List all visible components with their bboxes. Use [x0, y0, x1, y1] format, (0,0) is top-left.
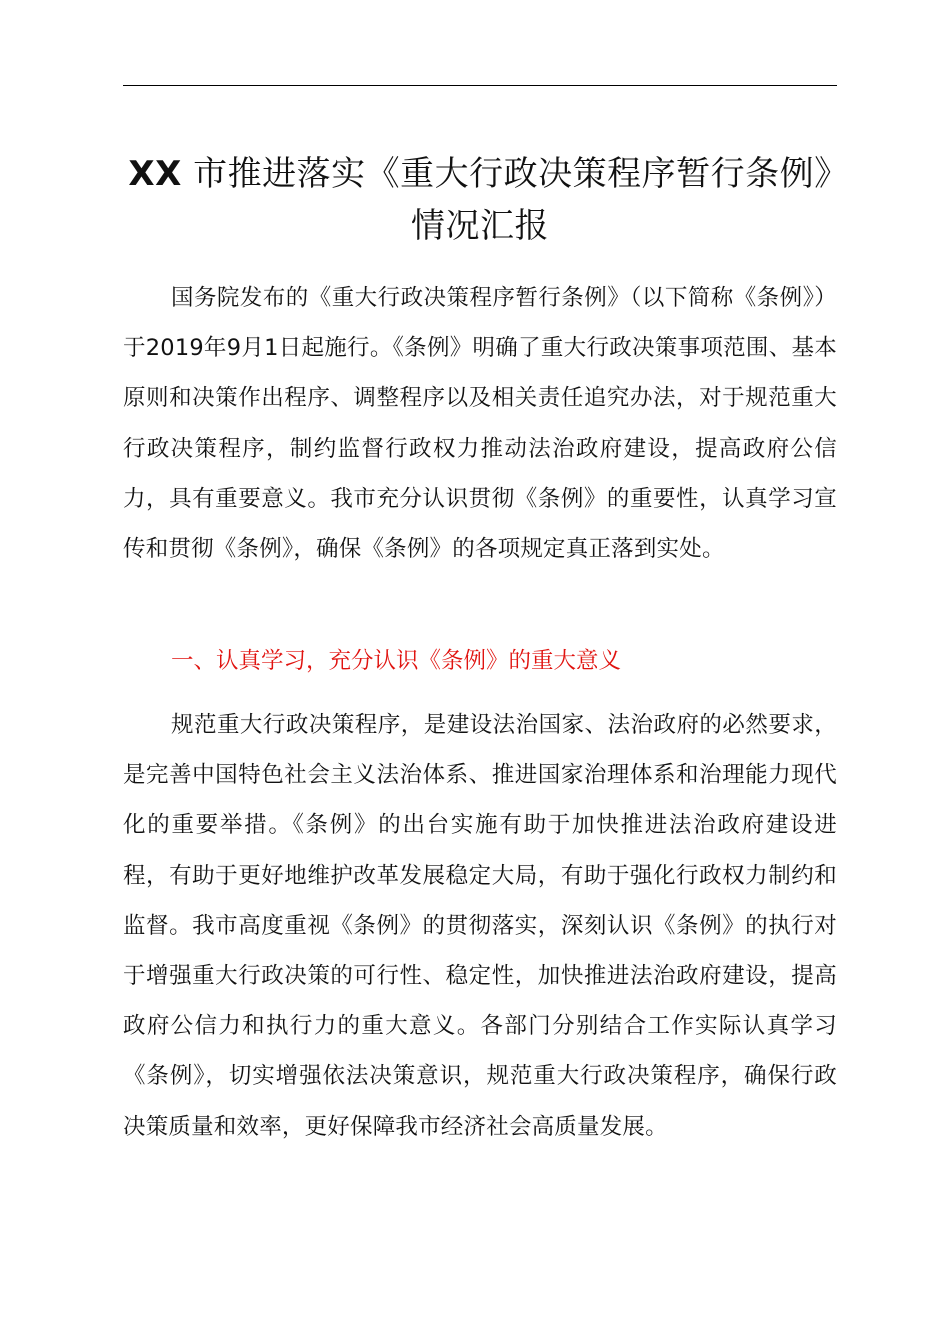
title-prefix: XX [128, 154, 182, 194]
section-heading: 一、认真学习，充分认识《条例》的重大意义 [171, 648, 622, 674]
title-text: 市推进落实《重大行政决策程序暂行条例》情况汇报 [193, 154, 832, 246]
intro-paragraph: 国务院发布的《重大行政决策程序暂行条例》（以下简称《条例》）于2019年9月1日起施行。《条例》明确了重大行政决策事项范围、基本原则和决策作出程序、调整程序以及相关责任追究办法，对于规范重大行政决策程序，制约监督行政权力推动法治政府建设，提高政府公信力，具有重要意义。我市充分认识贯彻《条例》的重要性，认真学习宣传和贯彻《条例》，确保《条例》的各项规定真正落到实处。 [123, 285, 837, 563]
body-paragraph: 规范重大行政决策程序，是建设法治国家、法治政府的必然要求，是完善中国特色社会主义法治体系、推进国家治理体系和治理能力现代化的重要举措。《条例》的出台实施有助于加快推进法治政府建设进程，有助于更好地维护改革发展稳定大局，有助于强化行政权力制约和监督。我市高度重视《条例》的贯彻落实，深刻认识《条例》的执行对于增强重大行政决策的可行性、稳定性，加快推进法治政府建设，提高政府公信力和执行力的重大意义。各部门分别结合工作实际认真学习《条例》，切实增强依法决策意识，规范重大行政决策程序，确保行政决策质量和效率，更好保障我市经济社会高质量发展。 [123, 712, 837, 1140]
document-title [123, 148, 837, 252]
header-rule [123, 85, 837, 86]
